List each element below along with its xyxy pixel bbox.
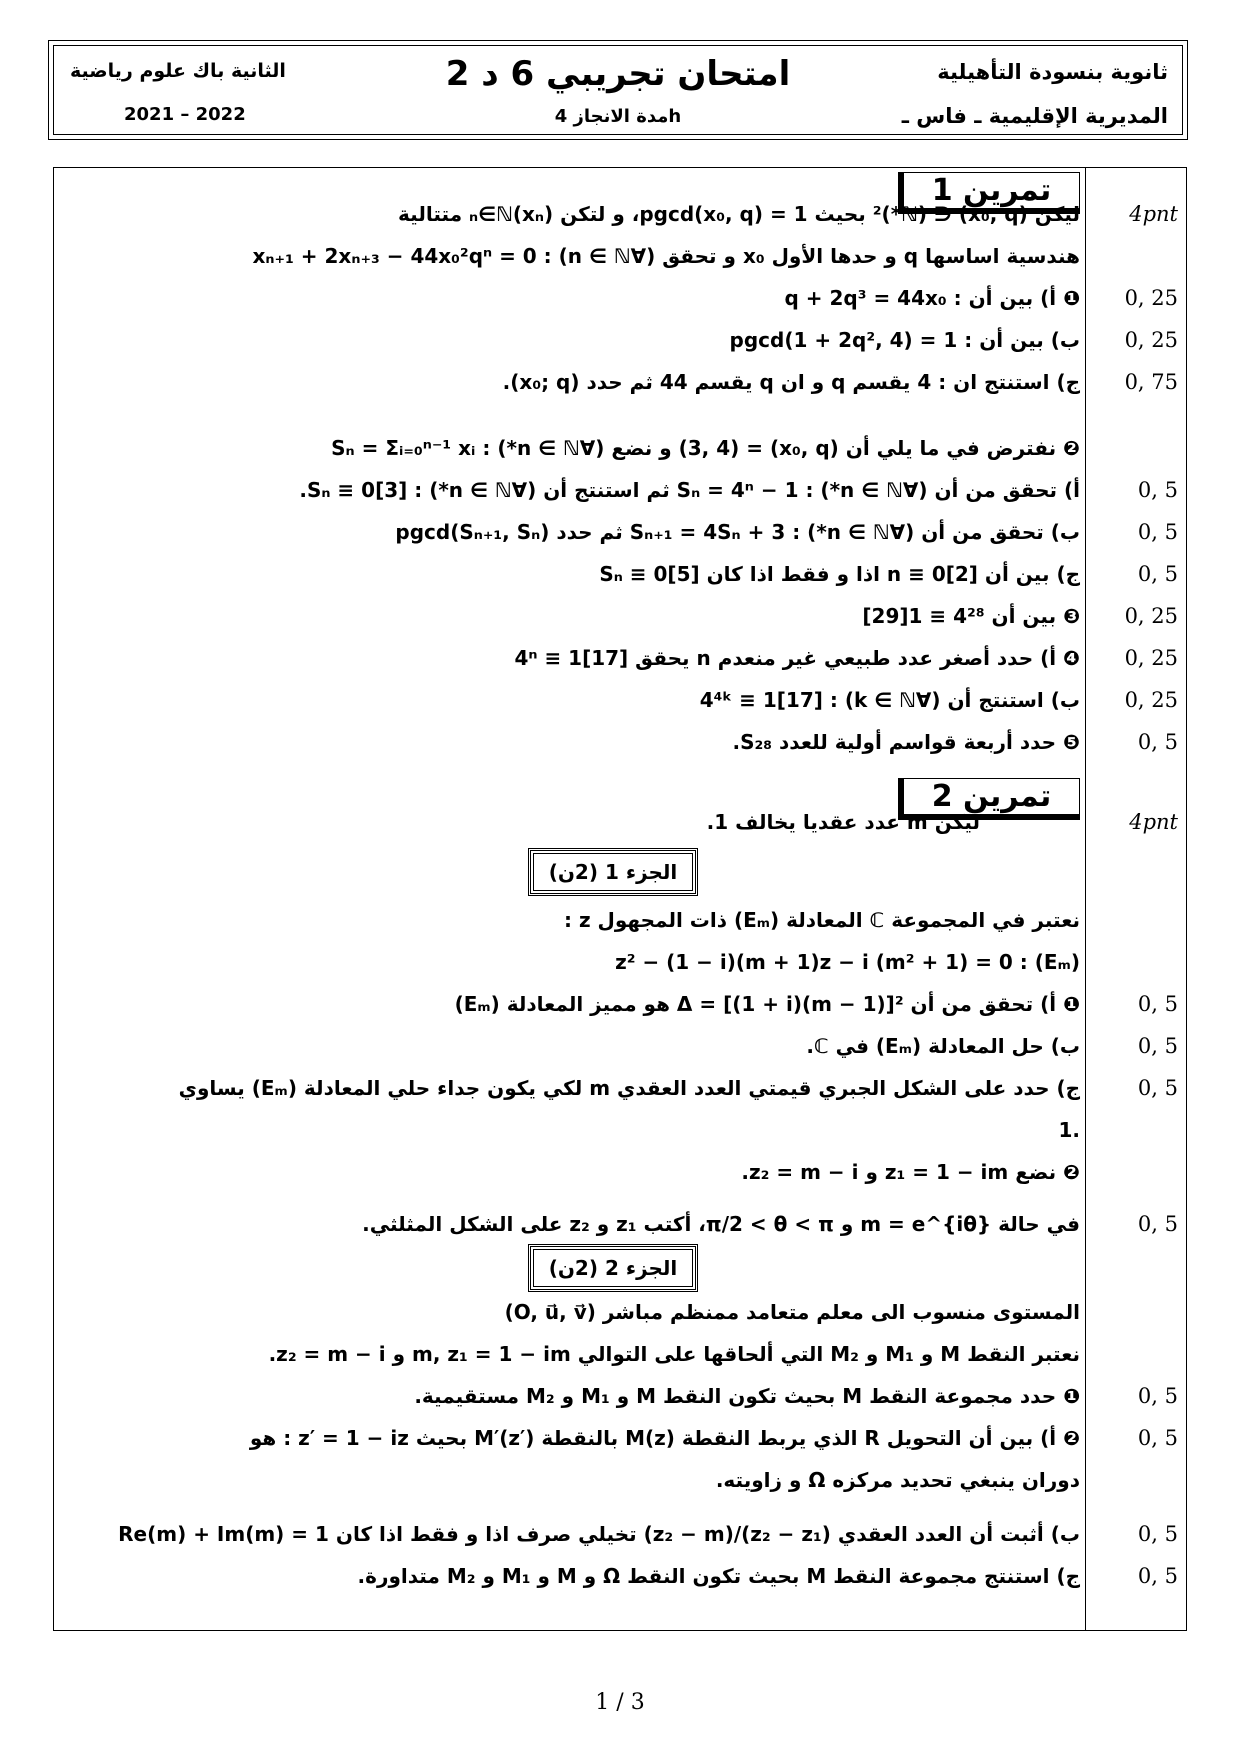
question-points: 0, 5 [1137,1564,1178,1588]
exercise1-points: 4pnt [1129,202,1178,226]
exam-header [48,40,1188,140]
question-line: المستوى منسوب الى معلم متعامد ممنظم مباشر (O, u⃗, v⃗) [504,1300,1080,1324]
question-points: 0, 5 [1137,562,1178,586]
question-line: ❺ حدد أربعة قواسم أولية للعدد S₂₈. [732,730,1080,754]
exercise2-title: تمرين 2 [898,778,1080,820]
question-line: ❸ بين أن 4²⁸ ≡ 1[29] [862,604,1080,628]
question-points: 0, 5 [1137,1384,1178,1408]
question-points: 0, 5 [1137,992,1178,1016]
question-points: 0, 5 [1137,520,1178,544]
class-name: الثانية باك علوم رياضية [70,60,286,82]
question-line: ❶ حدد مجموعة النقط M بحيث تكون النقط M و M₁ و M₂ مستقيمية. [414,1384,1080,1408]
page-number: 1 / 3 [595,1690,645,1715]
exam-header-inner [53,45,1183,135]
question-line: ❹ أ) حدد أصغر عدد طبيعي غير منعدم n يحقق 4ⁿ ≡ 1[17] [514,646,1080,670]
question-line: نعتبر في المجموعة ℂ المعادلة (Eₘ) ذات المجهول z : [563,908,1080,932]
question-points: 0, 75 [1124,370,1178,394]
exercise2-points: 4pnt [1129,810,1178,834]
question-line: ج) استنتج مجموعة النقط M بحيث تكون النقط Ω و M و M₁ و M₂ متداورة. [357,1564,1080,1588]
question-points: 0, 5 [1137,1522,1178,1546]
question-line: ج) حدد على الشكل الجبري قيمتي العدد العقدي m لكي يكون جداء حلي المعادلة (Eₘ) يساوي [178,1076,1080,1100]
question-line: ب) بين أن : pgcd(1 + 2q², 4) = 1 [729,328,1080,352]
question-points: 0, 25 [1124,604,1178,628]
question-points: 0, 25 [1124,688,1178,712]
part1-label: الجزء 1 (2ن) [533,853,693,891]
question-points: 0, 5 [1137,730,1178,754]
question-line: ❶ أ) بين أن : q + 2q³ = 44x₀ [784,286,1080,310]
question-line: ج) استنتج ان : 4 يقسم q و ان q يقسم 44 ثم حدد (x₀; q). [502,370,1080,394]
question-points: 0, 25 [1124,286,1178,310]
question-points: 0, 5 [1137,1212,1178,1236]
question-line: ب) تحقق من أن (∀n ∈ ℕ*) : Sₙ₊₁ = 4Sₙ + 3 ثم حدد pgcd(Sₙ₊₁, Sₙ) [395,520,1080,544]
school-name: ثانوية بنسودة التأهيلية [937,60,1168,84]
exam-title: امتحان تجريبي 6 د 2 [445,54,791,94]
question-line: ❷ نفترض في ما يلي أن (x₀, q) = (3, 4) و نضع (∀n ∈ ℕ*) : Sₙ = Σᵢ₌₀ⁿ⁻¹ xᵢ [331,436,1080,460]
question-points: 0, 25 [1124,328,1178,352]
regional-direction: المديرية الإقليمية ـ فاس ـ [901,104,1168,128]
question-line: ج) بين أن n ≡ 0[2] اذا و فقط اذا كان Sₙ ≡ 0[5] [599,562,1080,586]
points-column-divider [1085,167,1086,1631]
part2-label: الجزء 2 (2ن) [533,1249,693,1287]
question-line: ❶ أ) تحقق من أن Δ = [(1 + i)(m − 1)]² هو مميز المعادلة (Eₘ) [454,992,1080,1016]
school-year: 2021 – 2022 [124,104,246,125]
question-points: 0, 25 [1124,646,1178,670]
question-line: ب) حل المعادلة (Eₘ) في ℂ. [806,1034,1080,1058]
question-points: 0, 5 [1137,1426,1178,1450]
question-points: 0, 5 [1137,1076,1178,1100]
question-line: ب) أثبت أن العدد العقدي (z₂ − z₁)/(z₂ − m) تخيلي صرف اذا و فقط اذا كان Re(m) + Im(m) = 1 [118,1522,1080,1546]
question-line: نعتبر النقط M و M₁ و M₂ التي ألحاقها على التوالي m, z₁ = 1 − im و z₂ = m − i. [268,1342,1080,1366]
question-line: ❷ أ) بين أن التحويل R الذي يربط النقطة M(z) بالنقطة M′(z′) بحيث z′ = 1 − iz : هو [249,1426,1080,1450]
question-line: ب) استنتج أن (∀k ∈ ℕ) : 4⁴ᵏ ≡ 1[17] [699,688,1080,712]
exercise1-title: تمرين 1 [898,172,1080,214]
part2-box [528,1244,698,1292]
question-line: أ) تحقق من أن (∀n ∈ ℕ*) : Sₙ = 4ⁿ − 1 ثم استنتج أن (∀n ∈ ℕ*) : Sₙ ≡ 0[3]. [299,478,1080,502]
question-points: 0, 5 [1137,1034,1178,1058]
question-line: في حالة m = e^{iθ} و π/2 < θ < π، أكتب z₁ و z₂ على الشكل المثلثي. [362,1212,1080,1236]
part1-box [528,848,698,896]
question-line: ❷ نضع z₁ = 1 − im و z₂ = m − i. [741,1160,1080,1184]
exercise2-intro: ليكن m عدد عقديا يخالف 1. [706,810,980,834]
question-line: (Eₘ) : z² − (1 − i)(m + 1)z − i (m² + 1) = 0 [615,950,1080,974]
question-line: ليكن (x₀, q) ∈ (ℕ*)² بحيث pgcd(x₀, q) = 1، و لتكن (xₙ)ₙ∈ℕ متتالية [398,202,1080,226]
question-line: هندسية اساسها q و حدها الأول x₀ و تحقق (∀n ∈ ℕ) : xₙ₊₁ + 2xₙ₊₃ − 44x₀²qⁿ = 0 [252,244,1080,268]
question-points: 0, 5 [1137,478,1178,502]
question-line: .1 [1058,1118,1080,1142]
question-line: دوران ينبغي تحديد مركزه Ω و زاويته. [715,1468,1080,1492]
exam-duration: مدة الانجاز 4h [554,106,682,127]
